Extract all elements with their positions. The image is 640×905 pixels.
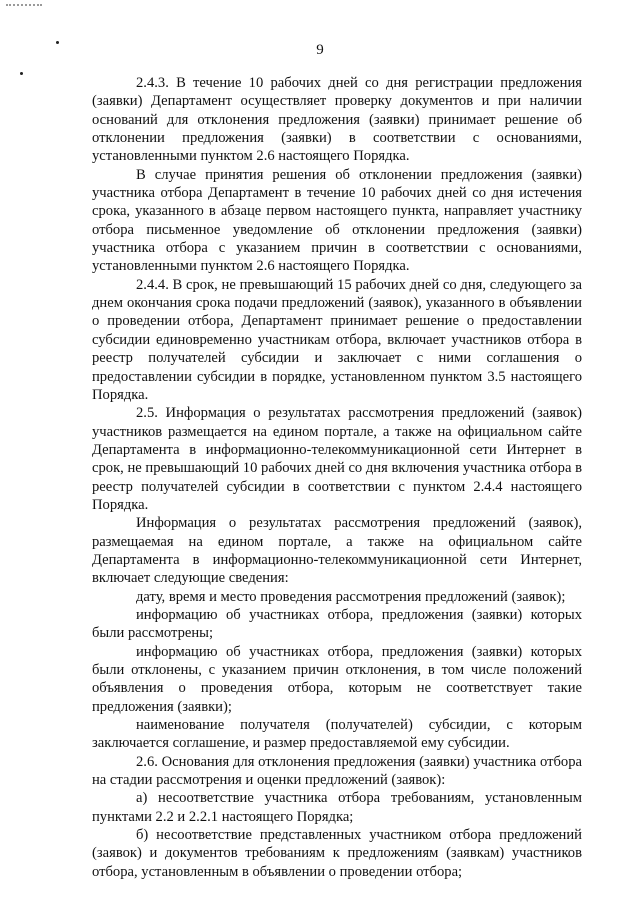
scan-corner-mark: [6, 4, 42, 9]
paragraph-2-6: 2.6. Основания для отклонения предложения (заявки) участника отбора на стадии рассмотрения и оценки предложений (заявок):: [92, 753, 582, 789]
list-item-date: дату, время и место проведения рассмотрения предложений (заявок);: [136, 588, 566, 605]
scan-dot-2: [20, 72, 23, 75]
list-item-a: а) несоответствие участника отбора требованиям, установленным пунктами 2.2 и 2.2.1 настоящего Порядка;: [92, 790, 582, 825]
paragraph-2-4-3: 2.4.3. В течение 10 рабочих дней со дня регистрации предложения (заявки) Департамент осуществляет проверку документов и при наличии оснований для отклонения предложения (заявки) принимает решение об отклонении предложения (заявки) в соответствии с основаниями, установленными пунктом 2.6 настоящего Порядка.: [92, 75, 582, 165]
page-number: 9: [316, 42, 324, 58]
paragraph-results-info: Информация о результатах рассмотрения предложений (заявок), размещаемая на едином портале, а также на официальном сайте Департамента в информационно-телекоммуникационной сети Интернет, включает следующие сведения:: [92, 515, 582, 587]
list-item-recipient: наименование получателя (получателей) субсидии, с которым заключается соглашение, и размер предоставляемой ему субсидии.: [92, 717, 582, 752]
list-item-rejected: информацию об участниках отбора, предложения (заявки) которых были отклонены, с указанием причин отклонения, в том числе положений объявления о проведения отбора, которым не соответствует такие предложения (заявки);: [92, 643, 582, 715]
list-item-reviewed: информацию об участниках отбора, предложения (заявки) которых были рассмотрены;: [92, 606, 582, 642]
paragraph-2-4-4: 2.4.4. В срок, не превышающий 15 рабочих дней со дня, следующего за днем окончания срока подачи предложений (заявок), указанного в объявлении о проведении отбора, Департамент принимает решение о предоставлении субсидии единовременно участникам отбора, включает участников отбора в реестр получателей субсидии и заключает с ними соглашения о предоставлении субсидии в порядке, установленном пунктом 3.5 настоящего Порядка.: [92, 276, 582, 403]
list-item-b: б) несоответствие представленных участником отбора предложений (заявок) и документов требованиям к предложениям (заявкам) участников отбора, установленным в объявлении о проведении отбора;: [92, 827, 582, 880]
paragraph-rejection-notice: В случае принятия решения об отклонении предложения (заявки) участника отбора Департамент в течение 10 рабочих дней со дня истечения срока, указанного в абзаце первом настоящего пункта, направляет участнику отбора письменное уведомление об отклонении предложения (заявки) участника отбора с указанием причин в соответствии с основаниями, установленными пунктом 2.6 настоящего Порядка.: [92, 166, 582, 275]
document-body: [92, 74, 582, 881]
paragraph-2-5: 2.5. Информация о результатах рассмотрения предложений (заявок) участников размещается на едином портале, а также на официальном сайте Департамента в информационно-телекоммуникационной сети Интернет в срок, не превышающий 10 рабочих дней со дня включения участника отбора в реестр получателей субсидии в соответствии с пунктом 2.4.4 настоящего Порядка.: [92, 405, 582, 513]
